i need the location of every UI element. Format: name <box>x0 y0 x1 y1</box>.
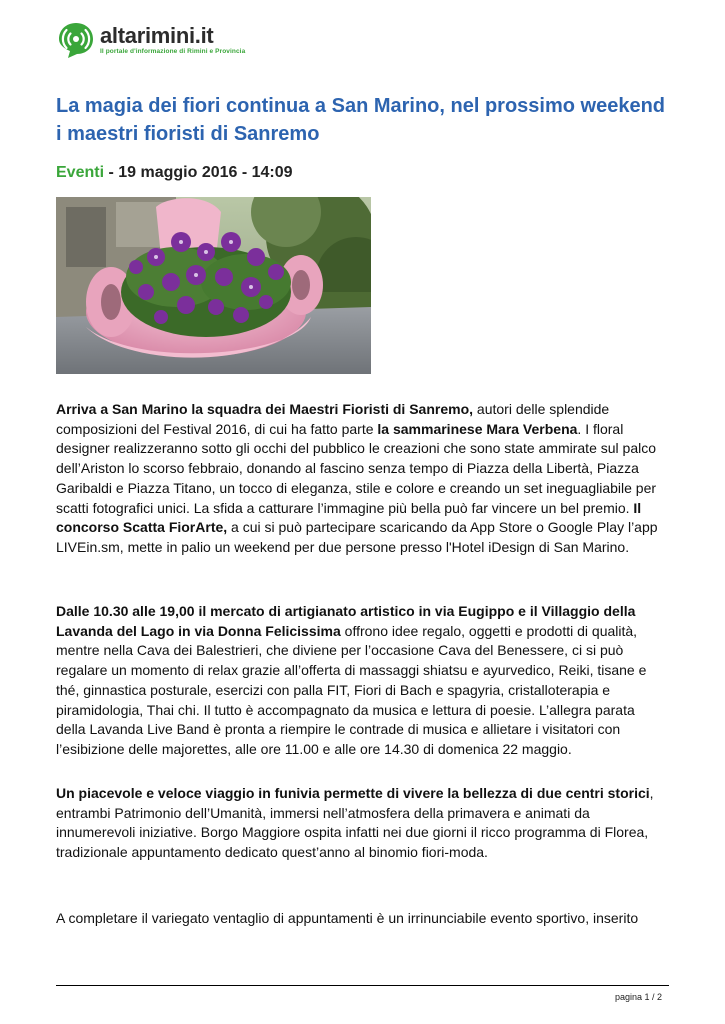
p1-text-2: . I floral designer realizzeranno sotto gli occhi del pubblico le creazioni che sono state ammirate sul palco dell’Ariston lo scorso febbraio, donando al fascino senza tempo di Piazza della Libertà, Piazza Garibaldi e Piazza Titano, un tocco di eleganza, stile e colore e creando un set ineguagliabile per scatti fotografici unici. La sfida a catturare l’immagine più bella può far vincere un bel premio. <box>56 420 657 516</box>
article-title: La magia dei fiori continua a San Marino, nel prossimo weekend i maestri fioristi di Sanremo <box>56 95 666 145</box>
site-logo-text[interactable] <box>100 22 246 56</box>
article-paragraph-3 <box>56 784 668 863</box>
footer-divider <box>56 985 669 986</box>
site-header <box>56 20 245 60</box>
p1-text-3: a cui si può partecipare scaricando da App Store o Google Play l’app LIVEin.sm, mette in palio un weekend per due persone presso l'Hotel iDesign di San Marino. <box>56 519 658 555</box>
meta-separator: - <box>104 164 119 181</box>
site-name: altarimini.it <box>100 22 214 48</box>
p2-text-1: offrono idee regalo, oggetti e prodotti di qualità, mentre nella Cava dei Balestrieri, che diviene per l’occasione Cava del Benessere, ci si può regalare un momento di relax grazie all’offerta di massaggi shiatsu e ayurvedico, Reiki, tisane e thé, ginnastica posturale, esercizi con palla FIT, Fiori di Bach e spagyria, cristalloterapia e piramidologia, Thai chi. Il tutto è accompagnato da musica e lettura di poesie. L’allegra parata della Lavanda Live Band è pronta a riempire le contrade di musica e allietare i visitatori con l’esibizione delle majorettes, alle ore 11.00 e alle ore 14.30 di domenica 22 maggio. <box>56 622 647 757</box>
article-photo <box>56 197 371 374</box>
article-meta <box>56 164 293 182</box>
broadcast-logo-icon[interactable] <box>56 20 96 60</box>
article-paragraph-2 <box>56 602 668 760</box>
site-tagline: Il portale d'informazione di Rimini e Provincia <box>100 47 246 55</box>
p1-bold-1: Arriva a San Marino la squadra dei Maestri Fioristi di Sanremo, <box>56 401 474 417</box>
page-number: pagina 1 / 2 <box>614 992 662 1002</box>
p3-text-1: , entrambi Patrimonio dell’Umanità, immersi nell’atmosfera della primavera e animati da innumerevoli iniziative. Borgo Maggiore ospita infatti nei due giorni il ricco programma di Florea, tradizionale appuntamento dedicato quest’anno al binomio fiori-moda. <box>56 785 654 861</box>
p1-bold-3: Il concorso Scatta FiorArte, <box>56 499 642 536</box>
article-date: 19 maggio 2016 - 14:09 <box>118 164 293 181</box>
p2-bold-1: Dalle 10.30 alle 19,00 il mercato di artigianato artistico in via Eugippo e il Villaggio della Lavanda del Lago in via Donna Felicissima <box>56 603 636 639</box>
article-paragraph-1 <box>56 400 668 558</box>
p1-bold-2: la sammarinese Mara Verbena <box>377 420 578 437</box>
article-category-link[interactable]: Eventi <box>56 164 105 181</box>
p4-text-1: A completare il variegato ventaglio di appuntamenti è un irrinunciabile evento sportivo, inserito <box>56 910 639 926</box>
p3-bold-1: Un piacevole e veloce viaggio in funivia permette di vivere la bellezza di due centri storici <box>56 785 650 801</box>
article-paragraph-4 <box>56 909 668 929</box>
p1-text-1: autori delle splendide composizioni del Festival 2016, di cui ha fatto parte <box>56 401 610 437</box>
